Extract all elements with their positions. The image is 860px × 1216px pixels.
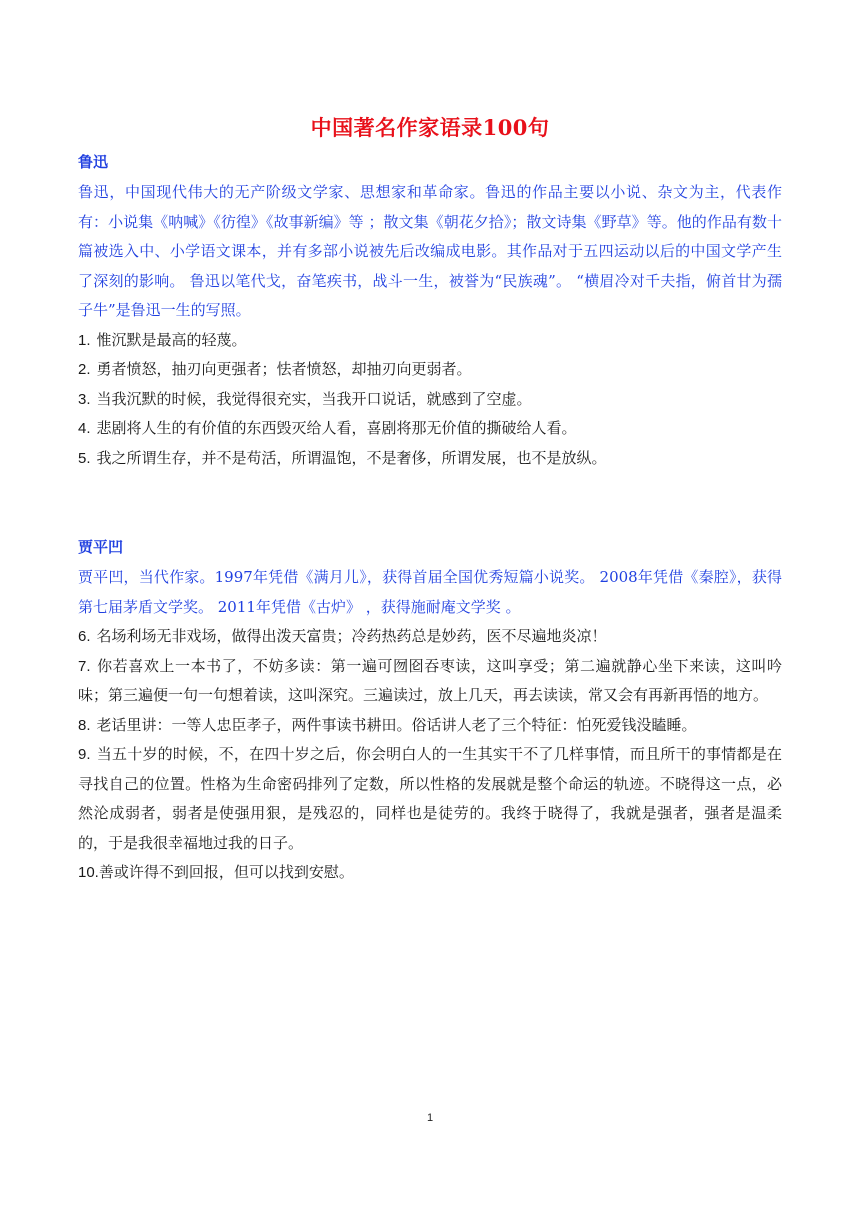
quote-number: 1. bbox=[78, 331, 91, 349]
author-name: 鲁迅 bbox=[78, 153, 109, 171]
section-jia-pingwa bbox=[78, 535, 782, 888]
quote-item bbox=[78, 740, 782, 858]
quote-number: 6. bbox=[78, 628, 91, 645]
quote-item bbox=[78, 652, 782, 711]
page-number: 1 bbox=[426, 1112, 434, 1124]
quote-item bbox=[78, 385, 782, 415]
quote-number: 4. bbox=[78, 420, 91, 437]
quote-item bbox=[78, 858, 782, 888]
quote-item bbox=[78, 326, 782, 356]
quote-text: 老话里讲：一等人忠臣孝子，两件事读书耕田。俗话讲人老了三个特征：怕死爱钱没瞌睡。 bbox=[96, 715, 697, 734]
document-page bbox=[78, 112, 782, 888]
quote-text: 当我沉默的时候，我觉得很充实，当我开口说话，就感到了空虚。 bbox=[96, 389, 532, 408]
quote-item bbox=[78, 711, 782, 741]
section-lu-xun bbox=[78, 150, 782, 473]
quote-item bbox=[78, 444, 782, 474]
quote-item bbox=[78, 414, 782, 444]
author-bio: 鲁迅，中国现代伟大的无产阶级文学家、思想家和革命家。鲁迅的作品主要以小说、杂文为主，代表作有：小说集《呐喊》《彷徨》《故事新编》等 ；散文集《朝花夕拾》；散文诗集《野草》等。他的作品有数十篇被选入中、小学语文课本，并有多部小说被先后改编成电影。其作品对于五四运动以后的中国文学产生了深刻的影响。 鲁迅以笔代戈，奋笔疾书，战斗一生，被誉为“民族魂”。 “横眉冷对千夫指，俯首甘为孺子牛”是鲁迅一生的写照。 bbox=[78, 183, 782, 319]
quote-number: 10. bbox=[78, 864, 99, 881]
quote-text: 我之所谓生存，并不是苟活，所谓温饱，不是奢侈，所谓发展，也不是放纵。 bbox=[96, 448, 607, 467]
quote-text: 你若喜欢上一本书了，不妨多读：第一遍可囫囵吞枣读，这叫享受；第二遍就静心坐下来读，这叫吟味；第三遍便一句一句想着读，这叫深究。三遍读过，放上几天，再去读读，常又会有再新再悟的地方。 bbox=[78, 656, 782, 704]
quote-number: 8. bbox=[78, 716, 91, 734]
quote-text: 当五十岁的时候，不，在四十岁之后，你会明白人的一生其实干不了几样事情，而且所干的事情都是在寻找自己的位置。性格为生命密码排列了定数，所以性格的发展就是整个命运的轨迹。不晓得这一点，必然沦成弱者，弱者是使强用狠，是残忍的，同样也是徒劳的。我终于晓得了，我就是强者，强者是温柔的，于是我很幸福地过我的日子。 bbox=[78, 745, 782, 852]
quote-number: 3. bbox=[78, 390, 91, 408]
quote-item bbox=[78, 622, 782, 652]
quote-number: 7. bbox=[78, 657, 91, 675]
quote-number: 5. bbox=[78, 449, 91, 467]
document-title: 中国著名作家语录100句 bbox=[310, 115, 550, 140]
quote-number: 2. bbox=[78, 361, 91, 378]
quote-item bbox=[78, 355, 782, 385]
section-spacer bbox=[78, 473, 782, 535]
quote-number: 9. bbox=[78, 746, 91, 763]
quote-text: 勇者愤怒，抽刃向更强者；怯者愤怒，却抽刃向更弱者。 bbox=[96, 360, 472, 378]
author-bio: 贾平凹，当代作家。1997年凭借《满月儿》，获得首届全国优秀短篇小说奖。 2008年凭借《秦腔》，获得第七届茅盾文学奖。 2011年凭借《古炉》 ，获得施耐庵文学奖 。 bbox=[78, 568, 782, 616]
quote-text: 名场利场无非戏场，做得出泼天富贵；冷药热药总是妙药，医不尽遍地炎凉！ bbox=[96, 627, 607, 645]
author-name: 贾平凹 bbox=[78, 538, 124, 556]
quote-text: 惟沉默是最高的轻蔑。 bbox=[96, 330, 247, 349]
quote-text: 悲剧将人生的有价值的东西毁灭给人看，喜剧将那无价值的撕破给人看。 bbox=[96, 419, 577, 437]
quote-text: 善或许得不到回报，但可以找到安慰。 bbox=[98, 863, 354, 881]
